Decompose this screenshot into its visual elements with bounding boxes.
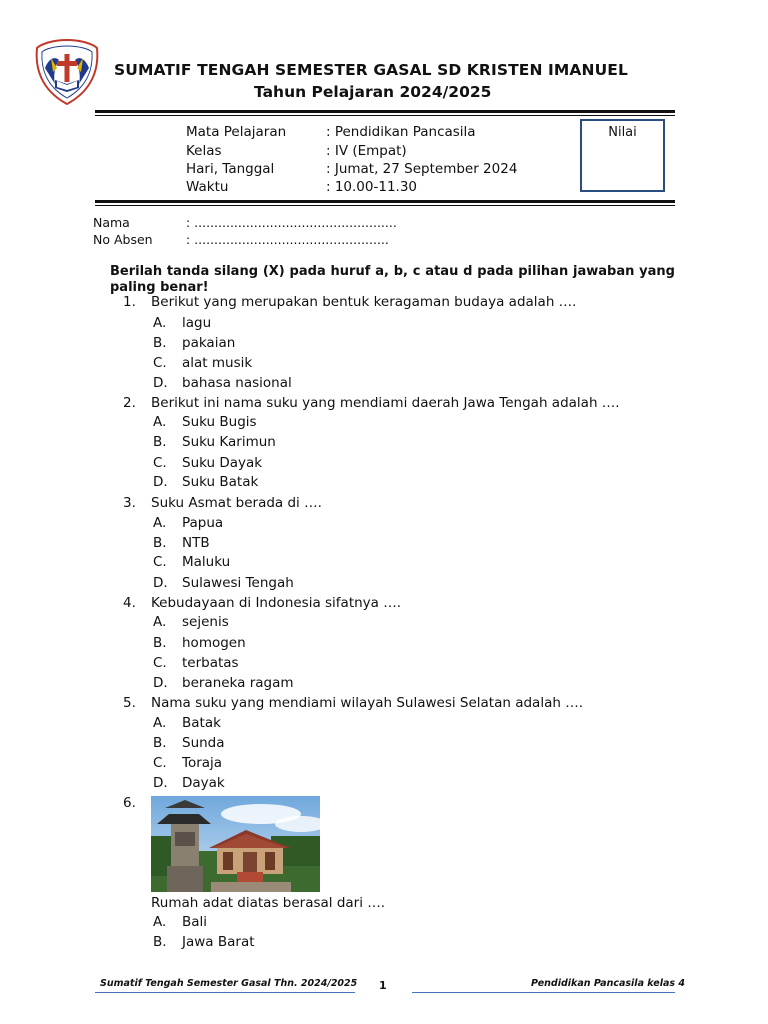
option-text: alat musik [182, 355, 253, 371]
question-text: Kebudayaan di Indonesia sifatnya …. [151, 595, 402, 611]
option-letter: A. [153, 715, 167, 731]
option-text: Sulawesi Tengah [182, 575, 294, 591]
option-letter: D. [153, 375, 168, 391]
question-number: 4. [123, 595, 136, 611]
option-text: Sunda [182, 735, 225, 751]
option-text: NTB [182, 535, 210, 551]
question-number: 6. [123, 795, 136, 811]
option-letter: D. [153, 474, 168, 490]
option-letter: A. [153, 315, 167, 331]
absen-label: No Absen [93, 232, 153, 247]
option-letter: C. [153, 755, 167, 771]
option-letter: C. [153, 455, 167, 471]
option-text: Dayak [182, 775, 225, 791]
question-number: 2. [123, 395, 136, 411]
school-logo [33, 38, 101, 106]
option-letter: D. [153, 575, 168, 591]
info-rule-thick [95, 200, 675, 203]
option-letter: C. [153, 554, 167, 570]
option-letter: C. [153, 655, 167, 671]
option-letter: B. [153, 535, 167, 551]
option-letter: D. [153, 775, 168, 791]
question-text: Nama suku yang mendiami wilayah Sulawesi Selatan adalah …. [151, 695, 583, 711]
info-label-class: Kelas [186, 143, 222, 159]
academic-year: Tahun Pelajaran 2024/2025 [254, 83, 492, 101]
option-text: lagu [182, 315, 212, 331]
header-rule-thin [95, 115, 675, 116]
info-value-time: : 10.00-11.30 [326, 179, 418, 195]
footer-right: Pendidikan Pancasila kelas 4 [531, 978, 685, 989]
footer-line-left [95, 992, 355, 993]
option-text: Bali [182, 914, 208, 930]
header-rule-thick [95, 110, 675, 113]
option-text: Suku Bugis [182, 414, 257, 430]
option-letter: B. [153, 934, 167, 950]
info-value-class: : IV (Empat) [326, 143, 407, 159]
footer-line-right [412, 992, 675, 993]
option-text: Batak [182, 715, 221, 731]
question-number: 1. [123, 294, 136, 310]
option-text: Suku Batak [182, 474, 259, 490]
info-label-subject: Mata Pelajaran [186, 124, 287, 140]
name-field[interactable]: : ................................................... [186, 215, 397, 230]
option-letter: A. [153, 515, 167, 531]
option-letter: C. [153, 355, 167, 371]
option-text: homogen [182, 635, 246, 651]
option-letter: B. [153, 335, 167, 351]
option-letter: A. [153, 614, 167, 630]
question-text: Berikut yang merupakan bentuk keragaman budaya adalah …. [151, 294, 577, 310]
option-letter: B. [153, 735, 167, 751]
info-label-date: Hari, Tanggal [186, 161, 275, 177]
page-number: 1 [379, 979, 387, 992]
instruction: Berilah tanda silang (X) pada huruf a, b, c atau d pada pilihan jawaban yang paling benar! [110, 264, 675, 295]
option-text: sejenis [182, 614, 229, 630]
question-text: Suku Asmat berada di …. [151, 495, 322, 511]
score-label: Nilai [608, 125, 637, 140]
option-letter: A. [153, 414, 167, 430]
footer-left: Sumatif Tengah Semester Gasal Thn. 2024/2025 [100, 978, 358, 989]
option-letter: B. [153, 434, 167, 450]
option-text: Suku Karimun [182, 434, 276, 450]
option-text: Papua [182, 515, 224, 531]
score-box[interactable] [580, 119, 665, 192]
absen-field[interactable]: : ................................................. [186, 232, 389, 247]
option-text: Suku Dayak [182, 455, 263, 471]
info-label-time: Waktu [186, 179, 229, 195]
option-text: Toraja [182, 755, 223, 771]
exam-title: SUMATIF TENGAH SEMESTER GASAL SD KRISTEN IMANUEL [114, 61, 628, 79]
question-text: Berikut ini nama suku yang mendiami daerah Jawa Tengah adalah …. [151, 395, 620, 411]
option-letter: B. [153, 635, 167, 651]
option-text: pakaian [182, 335, 236, 351]
question-number: 3. [123, 495, 136, 511]
info-value-date: : Jumat, 27 September 2024 [326, 161, 518, 177]
info-value-subject: : Pendidikan Pancasila [326, 124, 476, 140]
question-number: 5. [123, 695, 136, 711]
option-text: beraneka ragam [182, 675, 294, 691]
option-text: bahasa nasional [182, 375, 292, 391]
option-text: terbatas [182, 655, 239, 671]
option-letter: D. [153, 675, 168, 691]
question-text: Rumah adat diatas berasal dari …. [151, 895, 386, 911]
info-rule-thin [95, 205, 675, 206]
traditional-house-photo [151, 796, 320, 892]
option-text: Jawa Barat [182, 934, 255, 950]
name-label: Nama [93, 215, 130, 230]
option-text: Maluku [182, 554, 231, 570]
option-letter: A. [153, 914, 167, 930]
